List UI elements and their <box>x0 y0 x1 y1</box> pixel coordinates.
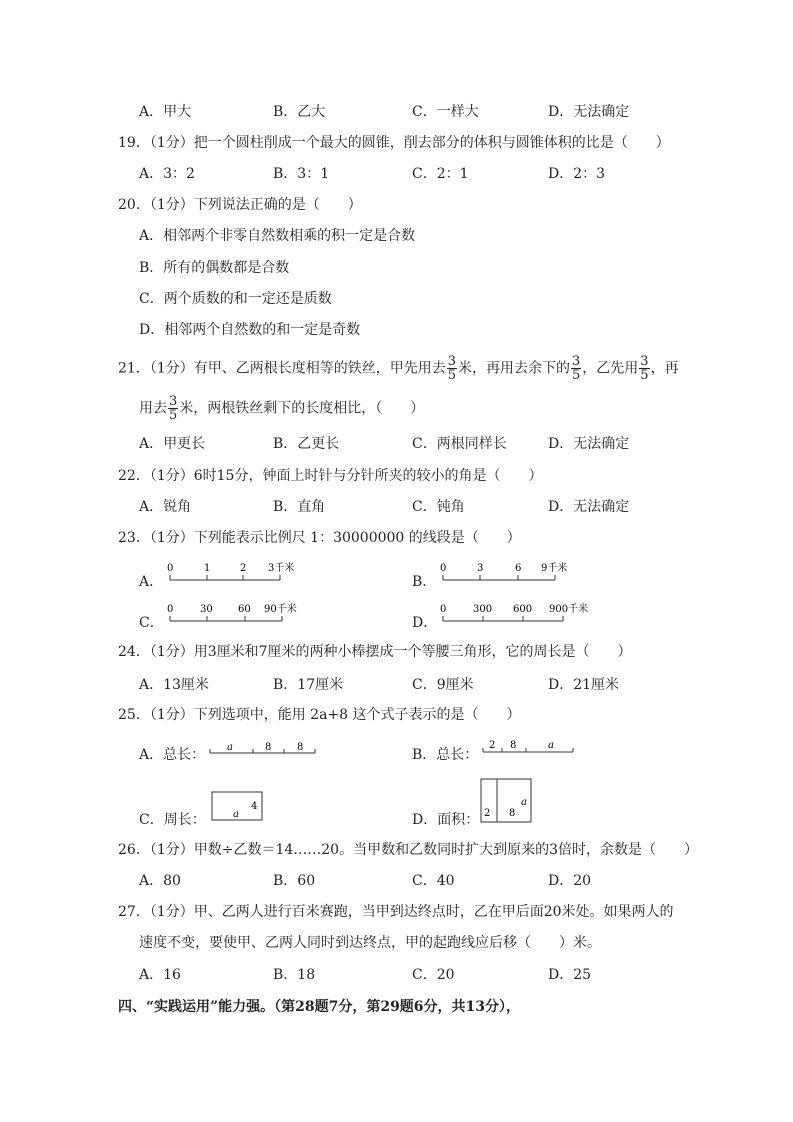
q18-option-a: A．甲大 <box>139 104 192 120</box>
q20-option-a: A．相邻两个非零自然数相乘的积一定是合数 <box>139 228 416 244</box>
rect-c-label-0: a <box>233 809 239 820</box>
fraction-denominator: 5 <box>640 368 649 383</box>
q23-option-b: B． <box>412 574 437 590</box>
fraction-numerator: 3 <box>572 354 581 369</box>
fraction-three-fifths <box>639 355 649 382</box>
q24-option-a: A．13厘米 <box>139 677 209 693</box>
rectangle-diagram-c <box>209 789 265 825</box>
q26-question: 26．（1分）甲数÷乙数＝14……20。当甲数和乙数同时扩大到原来的3倍时，余数是（ ） <box>118 842 698 858</box>
rect-d-label-0: 2 <box>484 808 491 819</box>
q21-text-part4: ，再 <box>650 360 679 377</box>
scale-a-label-1: 1 <box>204 563 211 574</box>
q26-option-c: C．40 <box>412 873 455 889</box>
scale-c-label-3: 90千米 <box>264 604 297 615</box>
q23-option-c: C． <box>139 615 164 631</box>
scale-a-label-3: 3千米 <box>268 563 295 574</box>
scale-c-label-0: 0 <box>167 604 174 615</box>
q19-question: 19．（1分）把一个圆柱削成一个最大的圆锥，削去部分的体积与圆锥体积的比是（ ） <box>118 135 670 151</box>
q22-option-a: A．锐角 <box>139 499 192 515</box>
q21-option-d: D．无法确定 <box>548 436 630 452</box>
q20-option-d: D．相邻两个自然数的和一定是奇数 <box>139 322 361 338</box>
scale-b-label-3: 9千米 <box>541 563 568 574</box>
q27-option-b: B．18 <box>273 967 316 983</box>
q27-option-a: A．16 <box>139 967 181 983</box>
scale-bar-d <box>433 601 603 627</box>
fraction-denominator: 5 <box>169 408 178 423</box>
q20-option-c: C．两个质数的和一定还是质数 <box>139 291 332 307</box>
segment-b-label-1: 8 <box>510 740 517 751</box>
fraction-numerator: 3 <box>169 394 178 409</box>
scale-d-label-1: 300 <box>473 604 493 615</box>
fraction-denominator: 5 <box>447 368 457 383</box>
q25-option-b: B．总长： <box>412 747 479 763</box>
q22-option-d: D．无法确定 <box>548 499 630 515</box>
segment-a-label-2: 8 <box>297 742 304 753</box>
scale-d-label-2: 600 <box>513 604 533 615</box>
q19-option-c: C．2：1 <box>412 166 469 182</box>
q21-text-part3: ，乙先用 <box>582 360 639 377</box>
q21-question-line1 <box>118 355 679 382</box>
q19-option-b: B．3：1 <box>273 166 330 182</box>
q23-question: 23．（1分）下列能表示比例尺 1：30000000 的线段是（ ） <box>118 530 521 546</box>
q18-option-c: C．一样大 <box>412 104 479 120</box>
rectangle-diagram-d <box>478 776 534 826</box>
q27-option-c: C．20 <box>412 967 455 983</box>
fraction-three-fifths <box>447 355 457 382</box>
rect-d-label-2: a <box>521 797 527 808</box>
q22-question: 22．（1分）6时15分，钟面上时针与分针所夹的较小的角是（ ） <box>118 468 543 484</box>
scale-c-label-2: 60 <box>238 604 251 615</box>
q26-option-a: A．80 <box>139 873 181 889</box>
q21-text-part5: 用去 <box>139 400 167 417</box>
q24-option-b: B．17厘米 <box>273 677 344 693</box>
q23-option-d: D． <box>412 615 438 631</box>
q27-question-line1: 27．（1分）甲、乙两人进行百米赛跑，当甲到达终点时，乙在甲后面20米处。如果两人的 <box>118 904 674 920</box>
q20-option-b: B．所有的偶数都是合数 <box>139 260 290 276</box>
fraction-denominator: 5 <box>572 368 581 383</box>
section-four-heading: 四、“实践运用”能力强。（第28题7分，第29题6分，共13分）， <box>118 999 521 1015</box>
rect-c-label-1: 4 <box>251 801 258 812</box>
scale-d-label-3: 900千米 <box>549 604 589 615</box>
rect-d-label-1: 8 <box>509 808 516 819</box>
segment-a-label-1: 8 <box>265 742 272 753</box>
scale-c-label-1: 30 <box>200 604 213 615</box>
q19-option-d: D．2：3 <box>548 166 606 182</box>
q21-option-c: C．两根同样长 <box>412 436 507 452</box>
q27-question-line2: 速度不变，要使甲、乙两人同时到达终点，甲的起跑线应后移（ ）米。 <box>139 935 601 951</box>
scale-b-label-0: 0 <box>440 563 447 574</box>
scale-b-label-2: 6 <box>515 563 522 574</box>
q22-option-b: B．直角 <box>273 499 326 515</box>
q25-option-d: D．面积： <box>412 812 480 828</box>
q21-question-line2 <box>139 395 424 422</box>
fraction-three-fifths <box>571 355 581 382</box>
q26-option-d: D．20 <box>548 873 592 889</box>
scale-bar-c <box>160 601 320 627</box>
segment-b-label-2: a <box>548 740 554 751</box>
q18-option-d: D．无法确定 <box>548 104 630 120</box>
q24-option-c: C．9厘米 <box>412 677 474 693</box>
q27-option-d: D．25 <box>548 967 592 983</box>
q24-option-d: D．21厘米 <box>548 677 620 693</box>
q21-text-part6: 米，两根铁丝剩下的长度相比，（ ） <box>179 400 425 417</box>
q23-option-a: A． <box>139 574 164 590</box>
scale-bar-a <box>160 560 310 586</box>
segment-diagram-b <box>478 738 578 760</box>
scale-b-label-1: 3 <box>477 563 484 574</box>
scale-a-label-2: 2 <box>240 563 247 574</box>
q21-option-a: A．甲更长 <box>139 436 206 452</box>
segment-diagram-a <box>205 738 320 760</box>
segment-a-label-0: a <box>227 742 233 753</box>
q21-text-part2: 米，再用去余下的 <box>458 360 571 377</box>
fraction-numerator: 3 <box>640 354 649 369</box>
q24-question: 24．（1分）用3厘米和7厘米的两种小棒摆成一个等腰三角形，它的周长是（ ） <box>118 644 632 660</box>
q25-option-c: C．周长： <box>139 812 206 828</box>
q18-option-b: B．乙大 <box>273 104 326 120</box>
scale-bar-b <box>433 560 593 586</box>
fraction-three-fifths <box>168 395 178 422</box>
q20-question: 20．（1分）下列说法正确的是（ ） <box>118 197 362 213</box>
q21-text-part1: 21．（1分）有甲、乙两根长度相等的铁丝，甲先用去 <box>118 360 446 377</box>
q22-option-c: C．钝角 <box>412 499 465 515</box>
scale-d-label-0: 0 <box>440 604 447 615</box>
q26-option-b: B．60 <box>273 873 316 889</box>
fraction-numerator: 3 <box>447 354 457 369</box>
scale-a-label-0: 0 <box>167 563 174 574</box>
q21-option-b: B．乙更长 <box>273 436 340 452</box>
q25-option-a: A．总长： <box>139 747 206 763</box>
q25-question: 25．（1分）下列选项中，能用 2a+8 这个式子表示的是（ ） <box>118 707 521 723</box>
q19-option-a: A．3：2 <box>139 166 195 182</box>
segment-b-label-0: 2 <box>489 740 496 751</box>
